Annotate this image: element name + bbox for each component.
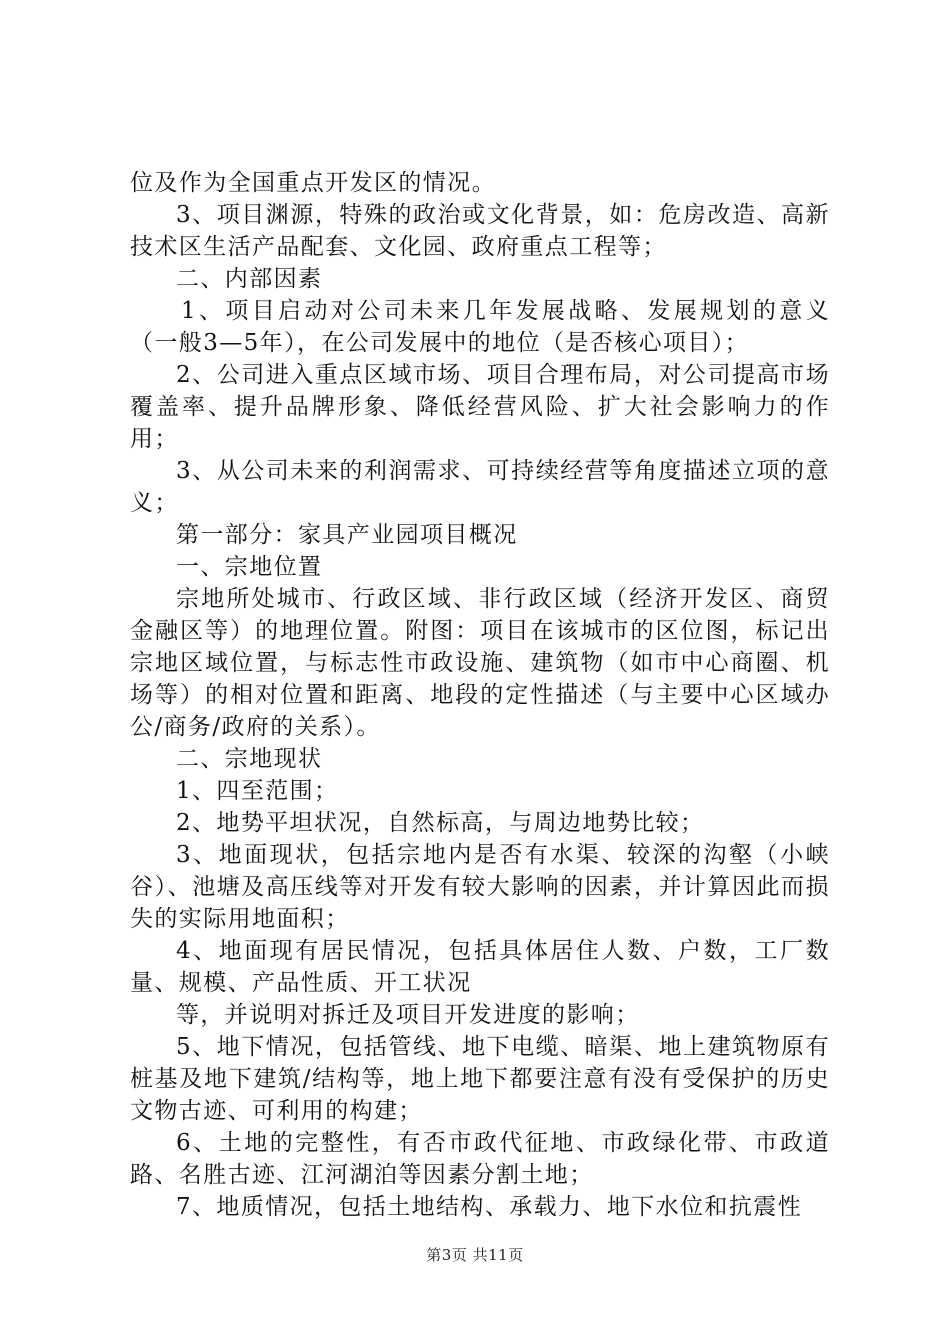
page-footer: 第3页 共11页 [426,1246,524,1264]
paragraph: 位及作为全国重点开发区的情况。 [130,170,496,196]
section-heading: 二、内部因素 [176,266,323,292]
paragraph: 等，并说明对拆迁及项目开发进度的影响； [176,1002,640,1028]
paragraph: 2、地势平坦状况，自然标高，与周边地势比较； [176,810,705,836]
paragraph: 6、土地的完整性，有否市政代征地、市政绿化带、市政道路、名胜古迹、江河湖泊等因素分割土地； [130,1130,830,1188]
paragraph: 3、从公司未来的利润需求、可持续经营等角度描述立项的意义； [130,458,830,516]
paragraph: 1、项目启动对公司未来几年发展战略、发展规划的意义（一般3—5年），在公司发展中的地位（是否核心项目）； [130,298,830,356]
document-body [130,167,830,1223]
paragraph: 3、项目渊源，特殊的政治或文化背景，如：危房改造、高新技术区生活产品配套、文化园、政府重点工程等； [130,202,830,260]
paragraph: 5、地下情况，包括管线、地下电缆、暗渠、地上建筑物原有桩基及地下建筑/结构等，地上地下都要注意有没有受保护的历史文物古迹、可利用的构建； [130,1034,830,1124]
section-heading: 第一部分：家具产业园项目概况 [176,522,518,548]
paragraph: 3、地面现状，包括宗地内是否有水渠、较深的沟壑（小峡谷）、池塘及高压线等对开发有较大影响的因素，并计算因此而损失的实际用地面积； [130,842,830,932]
paragraph: 2、公司进入重点区域市场、项目合理布局，对公司提高市场覆盖率、提升品牌形象、降低经营风险、扩大社会影响力的作用； [130,362,830,452]
paragraph: 1、四至范围； [176,778,339,804]
paragraph: 宗地所处城市、行政区域、非行政区域（经济开发区、商贸金融区等）的地理位置。附图：项目在该城市的区位图，标记出宗地区域位置，与标志性市政设施、建筑物（如市中心商圈、机场等）的相对位置和距离、地段的定性描述（与主要中心区域办公/商务/政府的关系）。 [130,586,830,740]
paragraph: 7、地质情况，包括土地结构、承载力、地下水位和抗震性 [176,1194,803,1220]
section-heading: 二、宗地现状 [176,746,323,772]
section-heading: 一、宗地位置 [176,554,323,580]
paragraph: 4、地面现有居民情况，包括具体居住人数、户数，工厂数量、规模、产品性质、开工状况 [130,938,830,996]
